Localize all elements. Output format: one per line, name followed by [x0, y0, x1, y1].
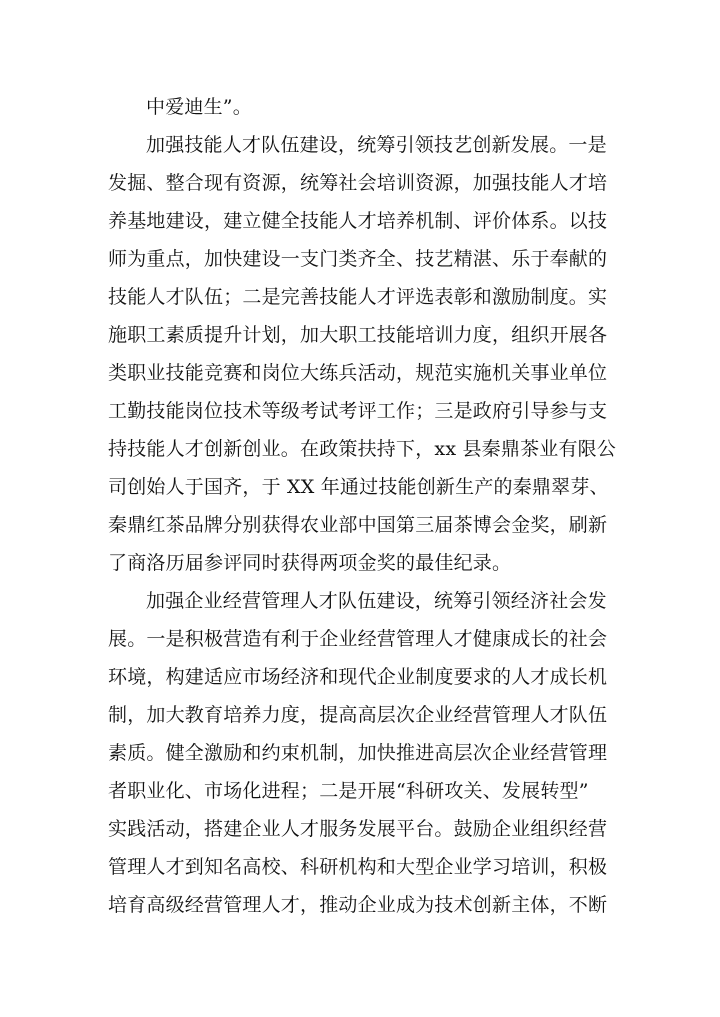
text-line: 了商洛历届参评同时获得两项金奖的最佳纪录。: [108, 552, 512, 574]
text-line: 者职业化、市场化进程；二是开展“科研攻关、发展转型”: [108, 780, 589, 802]
text-line: 类职业技能竞赛和岗位大练兵活动，规范实施机关事业单位: [108, 362, 608, 384]
text-line: 展。一是积极营造有利于企业经营管理人才健康成长的社会: [108, 628, 608, 650]
text-line: 秦鼎红茶品牌分别获得农业部中国第三届茶博会金奖，刷新: [108, 514, 608, 536]
text-line: 司创始人于国齐，于 XX 年通过技能创新生产的秦鼎翠芽、: [108, 476, 609, 498]
text-line: 实践活动，搭建企业人才服务发展平台。鼓励企业组织经营: [108, 818, 608, 840]
text-line: 施职工素质提升计划，加大职工技能培训力度，组织开展各: [108, 324, 608, 346]
text-line: 工勤技能岗位技术等级考试考评工作；三是政府引导参与支: [108, 400, 608, 422]
document-body: [108, 88, 617, 924]
text-line: 养基地建设，建立健全技能人才培养机制、评价体系。以技: [108, 210, 608, 232]
text-line: 制，加大教育培养力度，提高高层次企业经营管理人才队伍: [108, 704, 608, 726]
paragraph-start-line: 加强技能人才队伍建设，统筹引领技艺创新发展。一是: [146, 134, 607, 156]
paragraph-start-line: 加强企业经营管理人才队伍建设，统筹引领经济社会发: [146, 590, 607, 612]
text-line: 技能人才队伍；二是完善技能人才评选表彰和激励制度。实: [108, 286, 608, 308]
text-line: 培育高级经营管理人才，推动企业成为技术创新主体，不断: [108, 894, 608, 916]
text-line: 师为重点，加快建设一支门类齐全、技艺精湛、乐于奉献的: [108, 248, 608, 270]
text-line: 素质。健全激励和约束机制，加快推进高层次企业经营管理: [108, 742, 608, 764]
text-line: 中爱迪生”。: [146, 96, 252, 118]
text-line: 持技能人才创新创业。在政策扶持下，xx 县秦鼎茶业有限公: [108, 438, 617, 460]
text-line: 发掘、整合现有资源，统筹社会培训资源，加强技能人才培: [108, 172, 608, 194]
text-line: 管理人才到知名高校、科研机构和大型企业学习培训，积极: [108, 856, 608, 878]
text-line: 环境，构建适应市场经济和现代企业制度要求的人才成长机: [108, 666, 608, 688]
